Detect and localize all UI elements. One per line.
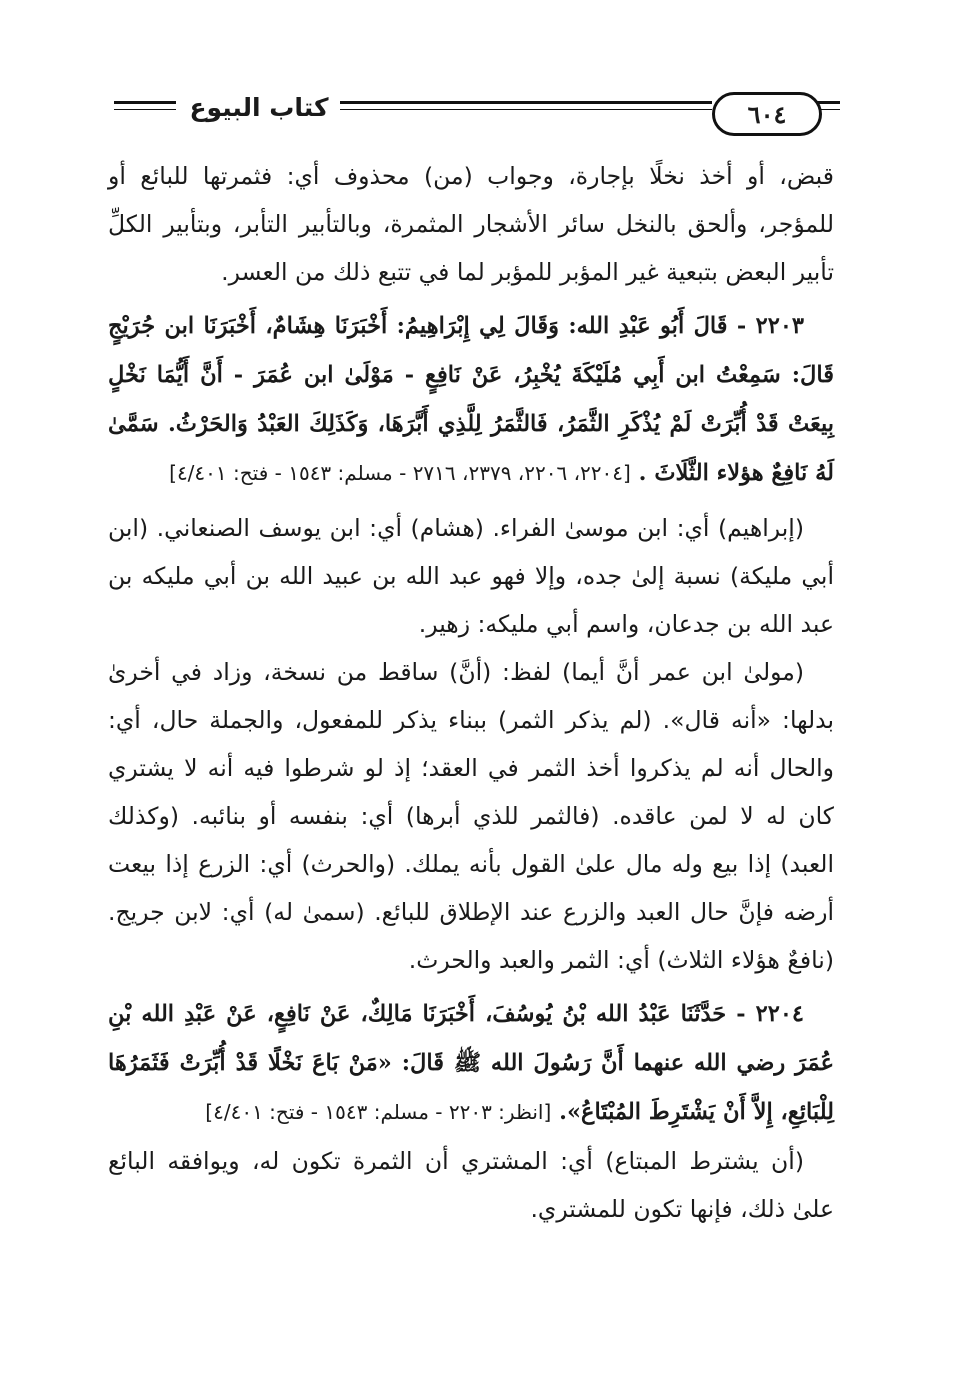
header-rule-left-top (114, 101, 176, 104)
hadith-2203 (108, 302, 834, 498)
hadith-text: ٢٢٠٤ - حَدَّثَنَا عَبْدُ الله بْنُ يُوسُفَ، أَخْبَرَنَا مَالِكٌ، عَنْ نَافِعٍ، عَنْ عَبْدِ الله بْنِ عُمَرَ رضي الله عنهما أَنَّ رَسُولَ الله ﷺ قَالَ: «مَنْ بَاعَ نَخْلًا قَدْ أُبِّرَتْ فَثَمَرُهَا لِلْبَائِعِ، إِلاَّ أَنْ يَشْتَرِطَ المُبْتَاعُ». (108, 1001, 834, 1125)
header-rule-middle-bottom (340, 109, 712, 110)
page-content (108, 152, 834, 1233)
page-header (100, 82, 840, 138)
header-rule-middle-top (340, 101, 712, 104)
page-number: ٦٠٤ (712, 92, 822, 136)
hadith-reference: [٢٢٠٤، ٢٢٠٦، ٢٣٧٩، ٢٧١٦ - مسلم: ١٥٤٣ - فتح: ٤/٤٠١] (169, 461, 631, 485)
header-rule-left-bottom (114, 109, 176, 110)
hadith-text: ٢٢٠٣ - قَالَ أَبُو عَبْدِ الله: وَقَالَ لِي إِبْرَاهِيمُ: أَخْبَرَنَا هِشَامٌ، أَخْبَرَنَا ابن جُرَيْجٍ قَالَ: سَمِعْتُ ابن أَبِي مُلَيْكَةَ يُخْبِرُ، عَنْ نَافِعٍ - مَوْلَىٰ ابن عُمَرَ - أَنَّ أَيُّمَا نَخْلٍ بِيعَتْ قَدْ أُبِّرَتْ لَمْ يُذْكَرِ الثَّمَرُ، فَالثَّمَرُ لِلَّذِي أَبَّرَهَا، وَكَذَلِكَ العَبْدُ وَالحَرْثُ. سَمَّىٰ لَهُ نَافِعٌ هؤلاء الثَّلَاثَ . (108, 313, 834, 486)
commentary-paragraph: (أن يشترط المبتاع) أي: المشتري أن الثمرة تكون له، ويوافقه البائع علىٰ ذلك، فإنها تكون للمشتري. (108, 1147, 834, 1223)
hadith-reference: [انظر: ٢٢٠٣ - مسلم: ١٥٤٣ - فتح: ٤/٤٠١] (205, 1100, 552, 1124)
book-title: كتاب البيوع (189, 93, 329, 122)
commentary-paragraph: (إبراهيم) أي: ابن موسىٰ الفراء. (هشام) أي: ابن يوسف الصنعاني. (ابن أبي مليكة) نسبة إلىٰ جده، وإلا فهو عبد الله بن عبيد الله بن أبي مليكه بن عبد الله بن جدعان، واسم أبي مليكه: زهير. (108, 514, 834, 638)
hadith-2204 (108, 990, 834, 1137)
commentary-paragraph: قبض، أو أخذ نخلًا بإجارة، وجواب (من) محذوف أي: فثمرتها للبائع أو للمؤجر، وألحق بالنخل سائر الأشجار المثمرة، وبالتأبير التأبر، وبتأبير الكلِّ تأبير البعض بتبعية غير المؤبر للمؤبر لما في تتبع ذلك من العسر. (108, 162, 834, 286)
commentary-paragraph: (مولىٰ ابن عمر أنَّ أيما) لفظ: (أنَّ) ساقط من نسخة، وزاد في أخرىٰ بدلها: «أنه قال». (لم يذكر الثمر) ببناء يذكر للمفعول، والجملة حال، أي: والحال أنه لم يذكروا أخذ الثمر في العقد؛ إذ لو شرطوا فيه أنه لا يشتري كان له لا لمن عاقده. (فالثمر للذي أبرها) أي: بنفسه أو بنائبه. (وكذلك العبد) إذا بيع وله مال علىٰ القول بأنه يملك. (والحرث) أي: الزرع إذا بيعت أرضه فإنَّ حال العبد والزرع عند الإطلاق للبائع. (سمىٰ له) أي: لابن جريج. (نافعٌ هؤلاء الثلاث) أي: الثمر والعبد والحرث. (108, 658, 834, 974)
